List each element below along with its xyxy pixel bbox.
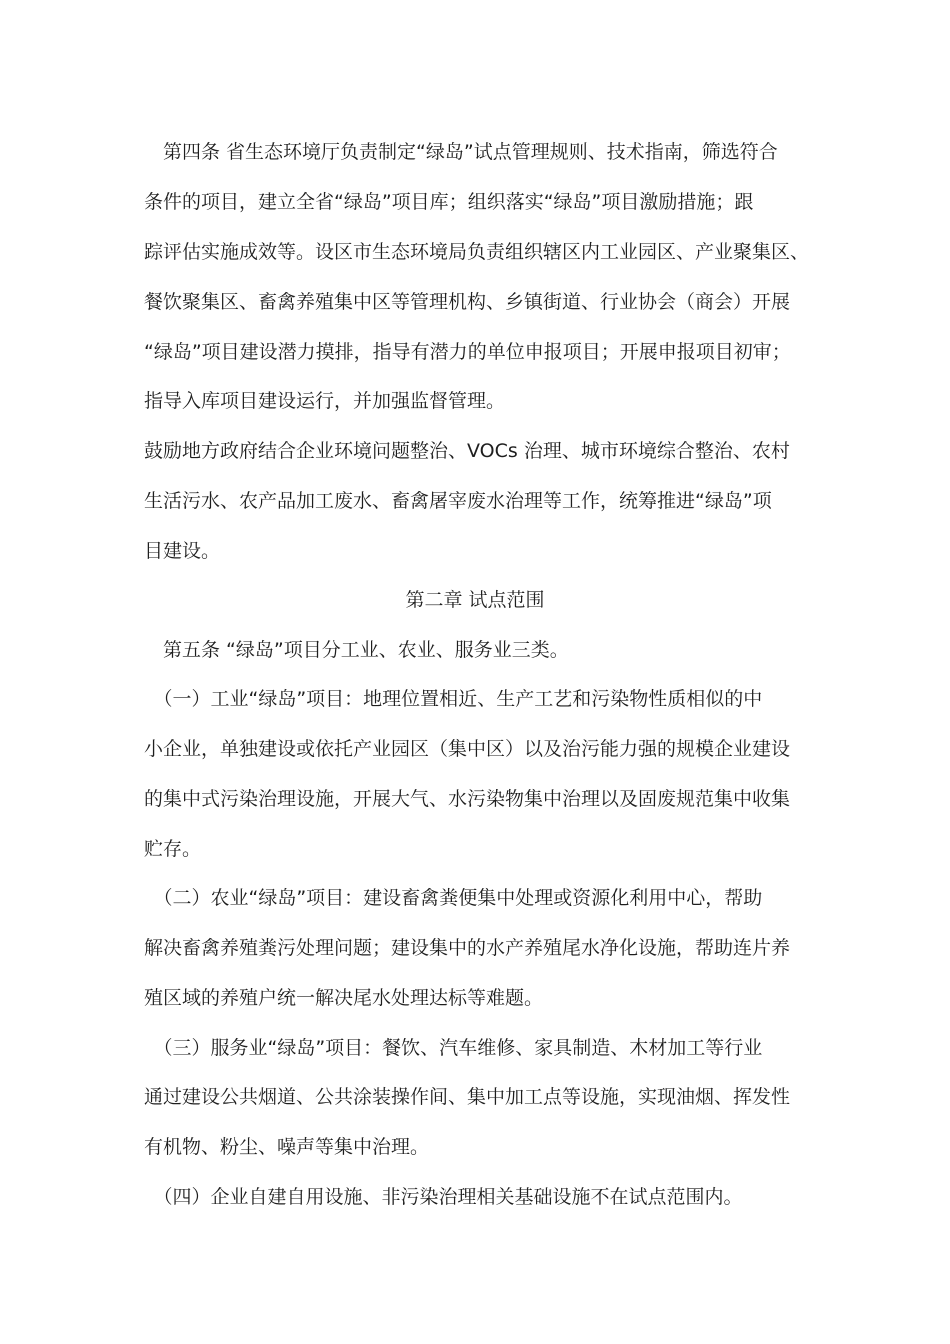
text-line: 贮存。: [144, 838, 202, 860]
text-line: 目建设。: [144, 540, 221, 562]
text-line: 解决畜禽养殖粪污处理问题；建设集中的水产养殖尾水净化设施，帮助连片养: [144, 937, 791, 959]
text-line: 指导入库项目建设运行，并加强监督管理。: [144, 390, 506, 412]
text-line: 条件的项目，建立全省“绿岛”项目库；组织落实“绿岛”项目激励措施；跟: [144, 191, 754, 213]
text-line: （三）服务业“绿岛”项目：餐饮、汽车维修、家具制造、木材加工等行业: [144, 1037, 763, 1059]
text-line: 通过建设公共烟道、公共涂装操作间、集中加工点等设施，实现油烟、挥发性: [144, 1086, 791, 1108]
text-line: 殖区域的养殖户统一解决尾水处理达标等难题。: [144, 987, 544, 1009]
text-line: 第四条 省生态环境厅负责制定“绿岛”试点管理规则、技术指南，筛选符合: [144, 141, 778, 163]
text-line: （一）工业“绿岛”项目：地理位置相近、生产工艺和污染物性质相似的中: [144, 688, 763, 710]
text-line: （四）企业自建自用设施、非污染治理相关基础设施不在试点范围内。: [144, 1186, 743, 1208]
text-line: 的集中式污染治理设施，开展大气、水污染物集中治理以及固废规范集中收集: [144, 788, 791, 810]
text-line: 小企业，单独建设或依托产业园区（集中区）以及治污能力强的规模企业建设: [144, 738, 791, 760]
text-line: 踪评估实施成效等。设区市生态环境局负责组织辖区内工业园区、产业聚集区、: [144, 241, 810, 263]
chapter-heading: 第二章 试点范围: [405, 589, 545, 611]
text-line: （二）农业“绿岛”项目：建设畜禽粪便集中处理或资源化利用中心，帮助: [144, 887, 763, 909]
text-line: 餐饮聚集区、畜禽养殖集中区等管理机构、乡镇街道、行业协会（商会）开展: [144, 291, 791, 313]
text-line: 第五条 “绿岛”项目分工业、农业、服务业三类。: [144, 639, 569, 661]
text-line: 生活污水、农产品加工废水、畜禽屠宰废水治理等工作，统筹推进“绿岛”项: [144, 490, 772, 512]
text-line: 有机物、粉尘、噪声等集中治理。: [144, 1136, 430, 1158]
text-line: 鼓励地方政府结合企业环境问题整治、VOCs 治理、城市环境综合整治、农村: [144, 440, 790, 462]
text-line: “绿岛”项目建设潜力摸排，指导有潜力的单位申报项目；开展申报项目初审；: [144, 341, 791, 363]
